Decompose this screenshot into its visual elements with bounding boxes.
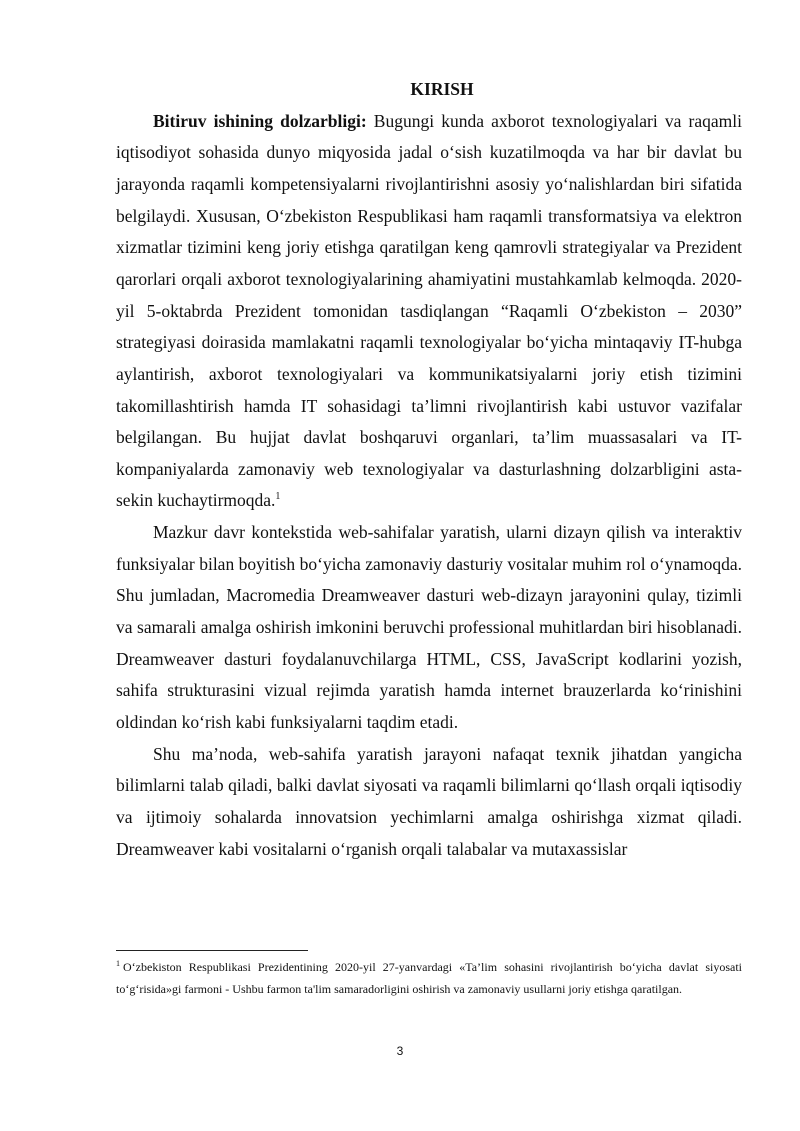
relevance-text: Bugungi kunda axborot texnologiyalari va raqamli iqtisodiyot sohasida dunyo miqyosida jadal oʻsish kuzatilmoqda va har bir davlat bu jarayonda raqamli kompetensiyalarni rivojlantirishni asosiy yoʻnalishlardan biri sifatida belgilaydi. Xususan, Oʻzbekiston Respublikasi ham raqamli transformatsiya va elektron xizmatlar tizimini keng joriy etishga qaratilgan keng qamrovli strategiyalar va Prezident qarorlari orqali axborot texnologiyalarining ahamiyatini mustahkamlab kelmoqda. 2020-yil 5-oktabrda Prezident tomonidan tasdiqlangan “Raqamli Oʻzbekiston – 2030” strategiyasi doirasida mamlakatni raqamli texnologiyalar boʻyicha mintaqaviy IT-hubga aylantirish, axborot texnologiyalari va kommunikatsiyalarni joriy etish tizimini takomillashtirish hamda IT sohasidagi ta’limni rivojlantirish kabi ustuvor vazifalar belgilangan. Bu hujjat davlat boshqaruvi organlari, ta’lim muassasalari va IT-kompaniyalarda zamonaviy web texnologiyalar va dasturlashning dolzarbligini asta-sekin kuchaytirmoqda. bbox=[116, 110, 742, 511]
dreamweaver-text: Mazkur davr kontekstida web-sahifalar yaratish, ularni dizayn qilish va interaktiv funksiyalar bilan boyitish boʻyicha zamonaviy dasturiy vositalar muhim rol oʻynamoqda. Shu jumladan, Macromedia Dreamweaver dasturi web-dizayn jarayonini qulay, tizimli va samarali amalga oshirish imkonini beruvchi professional muhitlardan biri hisoblanadi. Dreamweaver dasturi foydalanuvchilarga HTML, CSS, JavaScript kodlarini yozish, sahifa strukturasini vizual rejimda yaratish hamda internet brauzerlarda koʻrinishini oldindan koʻrish kabi funksiyalarni taqdim etadi. bbox=[116, 522, 742, 733]
footnote bbox=[116, 957, 742, 1000]
paragraph-relevance bbox=[116, 106, 742, 518]
meaning-text: Shu ma’noda, web-sahifa yaratish jarayoni nafaqat texnik jihatdan yangicha bilimlarni talab qiladi, balki davlat siyosati va raqamli bilimlarni qoʻllash orqali iqtisodiy va ijtimoiy sohalarda innovatsion yechimlarni amalga oshirishga xizmat qiladi. Dreamweaver kabi vositalarni oʻrganish orqali talabalar va mutaxassislar bbox=[116, 743, 742, 859]
footnote-number: 1 bbox=[116, 959, 120, 968]
footnote-divider bbox=[116, 950, 308, 951]
page-title: KIRISH bbox=[410, 79, 474, 99]
footnote-reference[interactable]: 1 bbox=[275, 491, 281, 503]
footnote-text: Oʻzbekiston Respublikasi Prezidentining 2020-yil 27-yanvardagi «Ta’lim sohasini rivojlantirish boʻyicha davlat siyosati toʻgʻrisida»gi farmoni - Ushbu farmon ta'lim samaradorligini oshirish va zamonaviy usullarni joriy etishga qaratilgan. bbox=[116, 960, 742, 996]
paragraph-meaning bbox=[116, 739, 742, 866]
relevance-heading: Bitiruv ishining dolzarbligi: bbox=[153, 110, 367, 131]
paragraph-dreamweaver bbox=[116, 517, 742, 739]
main-text bbox=[116, 74, 742, 865]
page-number: 3 bbox=[396, 1044, 404, 1058]
